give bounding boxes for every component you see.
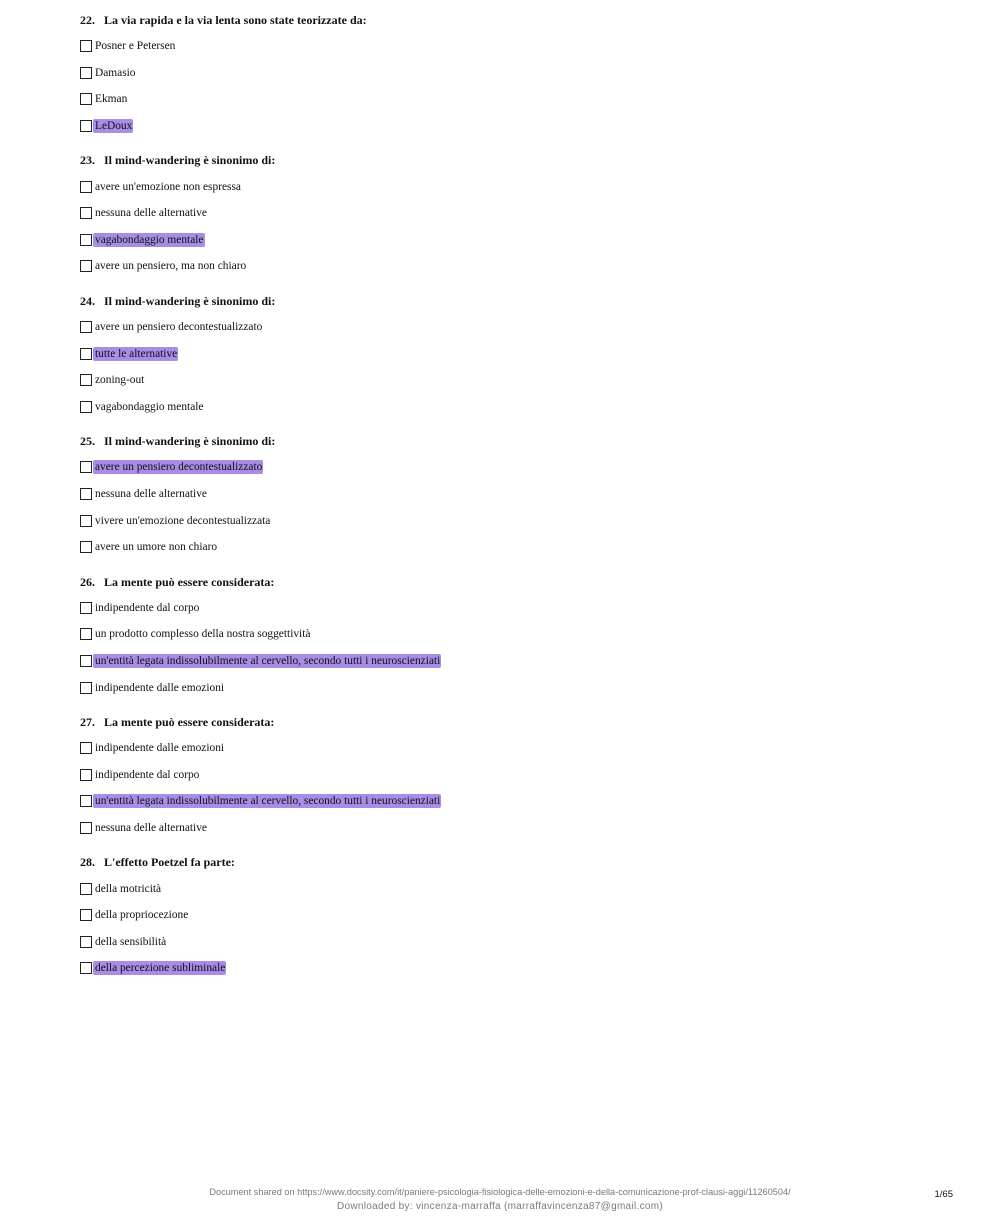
answer-label: della sensibilità bbox=[95, 935, 167, 948]
checkbox[interactable] bbox=[80, 822, 92, 834]
checkbox[interactable] bbox=[80, 260, 92, 272]
answer-option[interactable] bbox=[80, 735, 960, 762]
answer-label-highlighted: vagabondaggio mentale bbox=[95, 233, 204, 246]
checkbox[interactable] bbox=[80, 321, 92, 333]
checkbox[interactable] bbox=[80, 67, 92, 79]
question-text: La mente può essere considerata: bbox=[104, 574, 275, 589]
answer-option[interactable] bbox=[80, 815, 960, 842]
answer-option[interactable] bbox=[80, 253, 960, 280]
checkbox[interactable] bbox=[80, 93, 92, 105]
answer-label: Posner e Petersen bbox=[95, 40, 176, 53]
question-title bbox=[80, 714, 960, 730]
question-number: 28. bbox=[80, 855, 95, 870]
question-block bbox=[80, 714, 960, 841]
checkbox[interactable] bbox=[80, 682, 92, 694]
answer-option[interactable] bbox=[80, 534, 960, 561]
answer-option[interactable] bbox=[80, 60, 960, 87]
answer-option[interactable] bbox=[80, 200, 960, 227]
question-number: 26. bbox=[80, 574, 95, 589]
answer-label: Ekman bbox=[95, 93, 128, 106]
checkbox[interactable] bbox=[80, 909, 92, 921]
checkbox[interactable] bbox=[80, 628, 92, 640]
checkbox[interactable] bbox=[80, 401, 92, 413]
answer-label: vagabondaggio mentale bbox=[95, 400, 204, 413]
answer-option[interactable] bbox=[80, 761, 960, 788]
question-number: 25. bbox=[80, 434, 95, 449]
question-title bbox=[80, 293, 960, 309]
answer-label-highlighted: tutte le alternative bbox=[95, 347, 178, 360]
answer-option[interactable] bbox=[80, 394, 960, 421]
checkbox[interactable] bbox=[80, 515, 92, 527]
checkbox[interactable] bbox=[80, 488, 92, 500]
checkbox[interactable] bbox=[80, 883, 92, 895]
question-block bbox=[80, 293, 960, 420]
answer-option[interactable] bbox=[80, 875, 960, 902]
answer-label: vivere un'emozione decontestualizzata bbox=[95, 514, 271, 527]
answer-label: della propriocezione bbox=[95, 909, 189, 922]
question-text: L'effetto Poetzel fa parte: bbox=[104, 855, 235, 870]
question-title bbox=[80, 433, 960, 449]
answer-option[interactable] bbox=[80, 902, 960, 929]
answer-label: nessuna delle alternative bbox=[95, 488, 207, 501]
answer-option[interactable] bbox=[80, 674, 960, 701]
answer-option[interactable] bbox=[80, 314, 960, 341]
question-text: La via rapida e la via lenta sono state teorizzate da: bbox=[104, 13, 367, 27]
shared-source-text: Document shared on https://www.docsity.com/it/paniere-psicologia-fisiologica-delle-emozioni-e-della-comunicazione-prof-clausi-aggi/11260504/ bbox=[209, 1187, 791, 1197]
answer-option[interactable] bbox=[80, 481, 960, 508]
answer-label-highlighted: della percezione subliminale bbox=[95, 962, 226, 975]
answer-label: un prodotto complesso della nostra soggettività bbox=[95, 628, 311, 641]
answer-option[interactable] bbox=[80, 928, 960, 955]
answer-label: indipendente dalle emozioni bbox=[95, 681, 225, 694]
checkbox[interactable] bbox=[80, 795, 92, 807]
checkbox[interactable] bbox=[80, 40, 92, 52]
question-block bbox=[80, 433, 960, 560]
answer-option[interactable] bbox=[80, 595, 960, 622]
answer-option[interactable] bbox=[80, 227, 960, 254]
downloaded-by-text: Downloaded by: vincenza-marraffa (marraffavincenza87@gmail.com) bbox=[336, 1201, 664, 1212]
question-title bbox=[80, 574, 960, 590]
answer-option[interactable] bbox=[80, 454, 960, 481]
question-block bbox=[80, 574, 960, 701]
checkbox[interactable] bbox=[80, 769, 92, 781]
answer-label: indipendente dal corpo bbox=[95, 768, 200, 781]
answer-option[interactable] bbox=[80, 86, 960, 113]
answer-label-highlighted: avere un pensiero decontestualizzato bbox=[95, 461, 263, 474]
question-title bbox=[80, 12, 960, 28]
answer-option[interactable] bbox=[80, 955, 960, 982]
answer-label-highlighted: un'entità legata indissolubilmente al cervello, secondo tutti i neuroscienziati bbox=[95, 654, 441, 667]
question-text: Il mind-wandering è sinonimo di: bbox=[104, 153, 276, 168]
checkbox[interactable] bbox=[80, 962, 92, 974]
answer-label-highlighted: LeDoux bbox=[95, 120, 133, 133]
checkbox[interactable] bbox=[80, 374, 92, 386]
answer-label: nessuna delle alternative bbox=[95, 821, 207, 834]
answer-option[interactable] bbox=[80, 367, 960, 394]
answer-label: nessuna delle alternative bbox=[95, 207, 207, 220]
answer-option[interactable] bbox=[80, 113, 960, 140]
checkbox[interactable] bbox=[80, 742, 92, 754]
answer-label: della motricità bbox=[95, 882, 162, 895]
answer-option[interactable] bbox=[80, 507, 960, 534]
question-text: La mente può essere considerata: bbox=[104, 714, 275, 729]
answer-label: zoning-out bbox=[95, 374, 145, 387]
checkbox[interactable] bbox=[80, 207, 92, 219]
question-block bbox=[80, 854, 960, 981]
checkbox[interactable] bbox=[80, 181, 92, 193]
checkbox[interactable] bbox=[80, 234, 92, 246]
answer-label: indipendente dalle emozioni bbox=[95, 742, 225, 755]
answer-label: Damasio bbox=[95, 66, 136, 79]
checkbox[interactable] bbox=[80, 541, 92, 553]
answer-label-highlighted: un'entità legata indissolubilmente al cervello, secondo tutti i neuroscienziati bbox=[95, 795, 441, 808]
question-title bbox=[80, 152, 960, 168]
question-number: 22. bbox=[80, 13, 95, 27]
answer-label: avere un pensiero, ma non chiaro bbox=[95, 260, 247, 273]
page-number: 1/65 bbox=[934, 1189, 953, 1200]
answer-label: indipendente dal corpo bbox=[95, 601, 200, 614]
document-footer bbox=[0, 1186, 1000, 1214]
question-number: 27. bbox=[80, 714, 95, 729]
checkbox[interactable] bbox=[80, 655, 92, 667]
checkbox[interactable] bbox=[80, 348, 92, 360]
question-text: Il mind-wandering è sinonimo di: bbox=[104, 293, 276, 308]
question-text: Il mind-wandering è sinonimo di: bbox=[104, 434, 276, 449]
answer-label: avere un pensiero decontestualizzato bbox=[95, 321, 263, 334]
answer-option[interactable] bbox=[80, 173, 960, 200]
question-number: 23. bbox=[80, 153, 95, 168]
answer-option[interactable] bbox=[80, 621, 960, 648]
checkbox[interactable] bbox=[80, 461, 92, 473]
answer-option[interactable] bbox=[80, 340, 960, 367]
question-title bbox=[80, 854, 960, 870]
question-number: 24. bbox=[80, 293, 95, 308]
answer-label: avere un umore non chiaro bbox=[95, 541, 218, 554]
answer-option[interactable] bbox=[80, 33, 960, 60]
checkbox[interactable] bbox=[80, 120, 92, 132]
answer-option[interactable] bbox=[80, 788, 960, 815]
question-block bbox=[80, 152, 960, 279]
answer-option[interactable] bbox=[80, 648, 960, 675]
answer-label: avere un'emozione non espressa bbox=[95, 180, 241, 193]
question-block bbox=[80, 12, 960, 139]
quiz-content bbox=[80, 12, 960, 995]
checkbox[interactable] bbox=[80, 602, 92, 614]
checkbox[interactable] bbox=[80, 936, 92, 948]
